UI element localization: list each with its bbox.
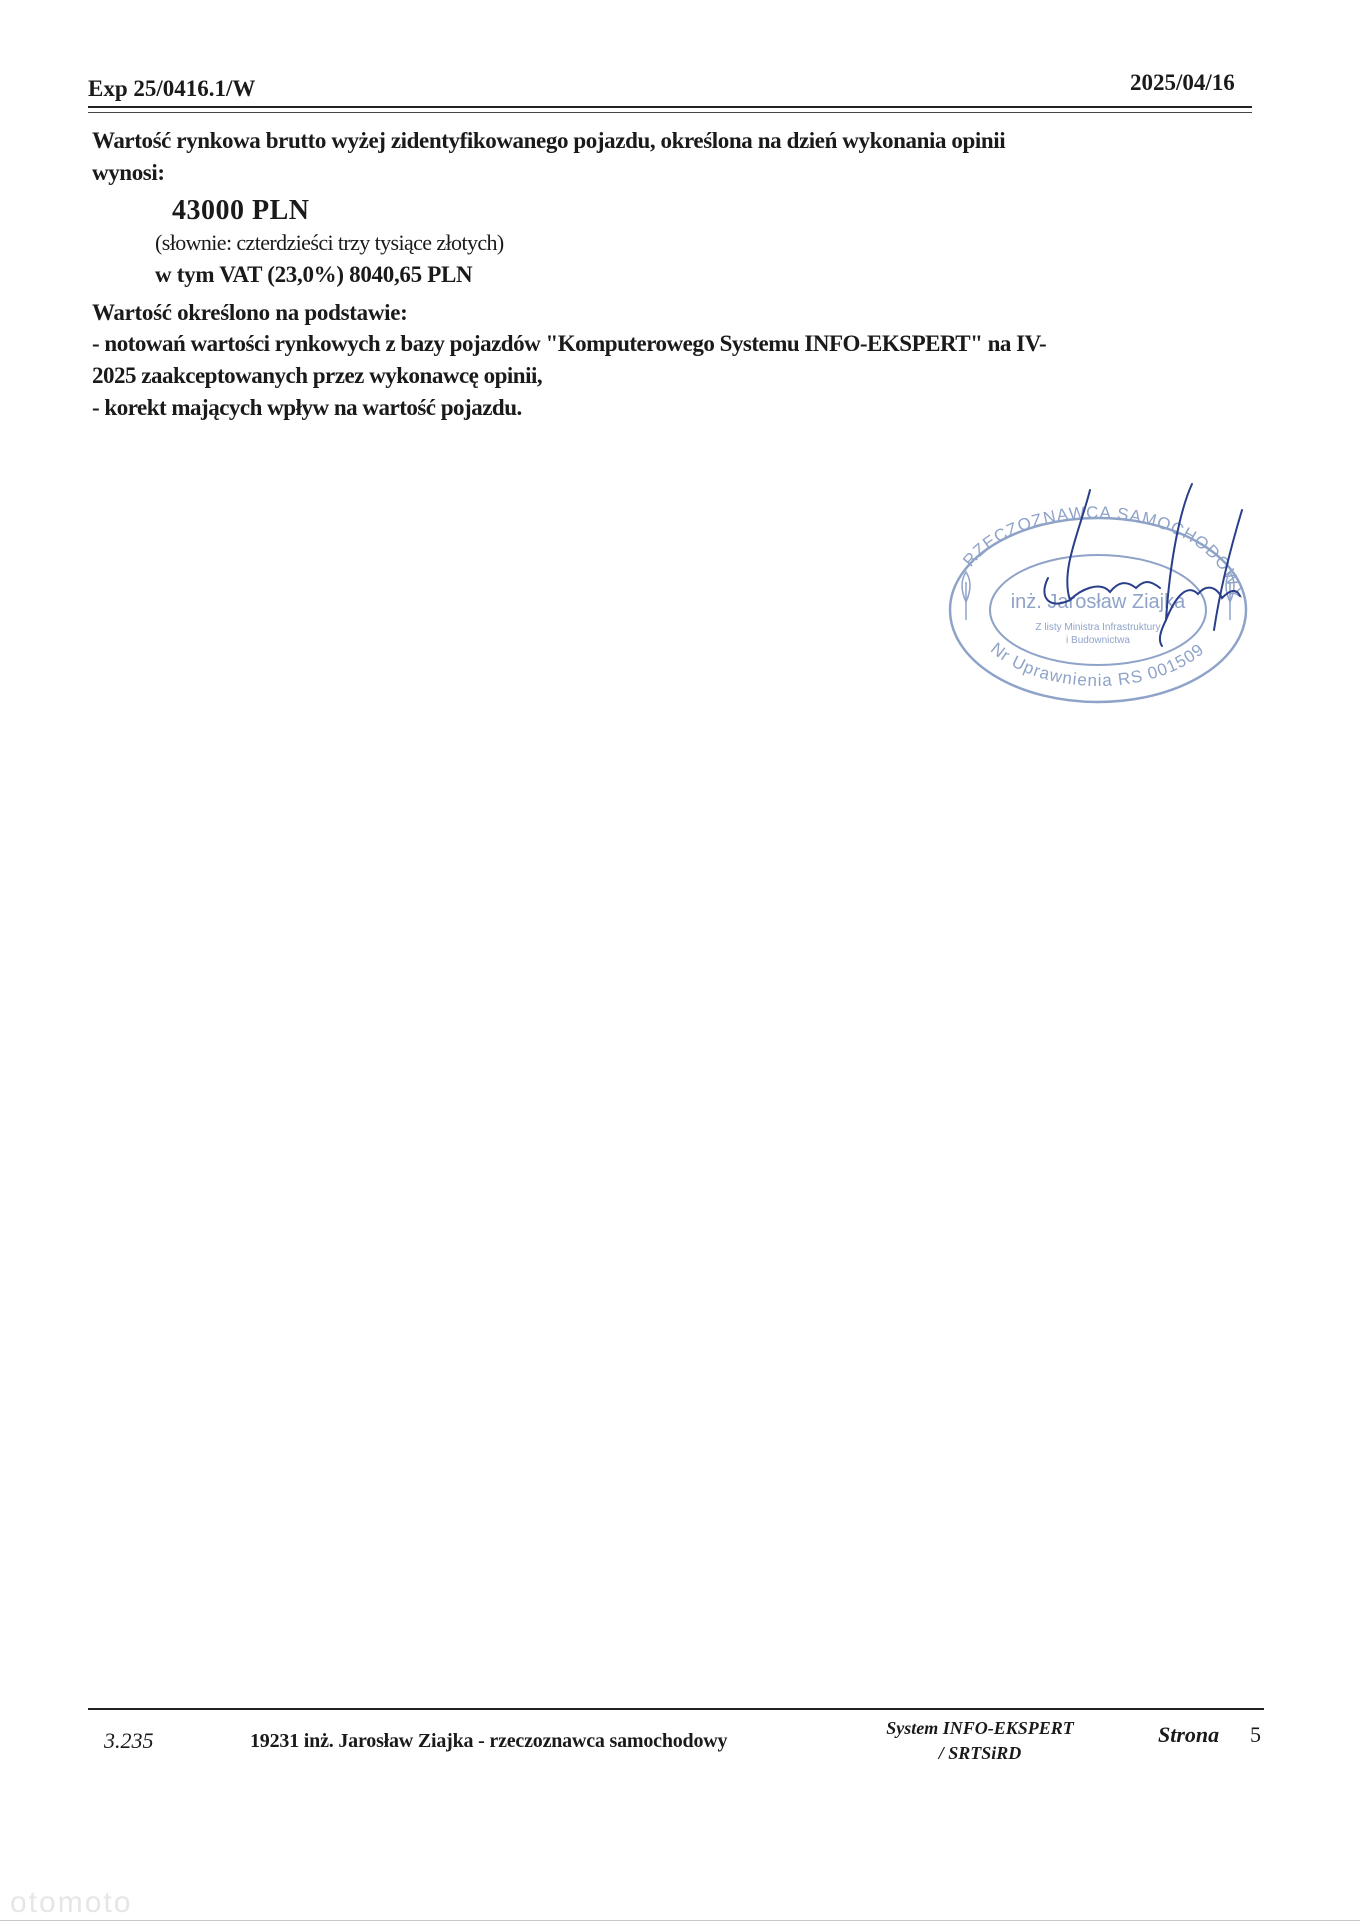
document-date: 2025/04/16 <box>1130 70 1235 95</box>
stamp-graphic <box>930 470 1270 720</box>
footer-code: 3.235 <box>104 1728 154 1753</box>
footer-page-number: 5 <box>1250 1722 1261 1747</box>
basis-heading: Wartość określono na podstawie: <box>92 300 408 325</box>
header-rule-thin <box>88 112 1252 113</box>
basis-item1-line2: 2025 zaakceptowanych przez wykonawcę opinii, <box>92 363 543 388</box>
valuation-vat: w tym VAT (23,0%) 8040,65 PLN <box>155 262 473 287</box>
emblem-left-icon <box>962 572 970 620</box>
scan-bottom-edge <box>0 1920 1360 1921</box>
stamp-and-signature <box>930 470 1270 720</box>
basis-item1-line1: - notowań wartości rynkowych z bazy pojazdów "Komputerowego Systemu INFO-EKSPERT" na IV- <box>92 331 1047 356</box>
stamp-line1: Z listy Ministra Infrastruktury <box>1035 622 1161 633</box>
stamp-ring-bottom: Nr Uprawnienia RS 001509 <box>987 638 1208 691</box>
valuation-intro-line1: Wartość rynkowa brutto wyżej zidentyfikowanego pojazdu, określona na dzień wykonania opinii <box>92 128 1006 153</box>
stamp-ring-top: RZECZOZNAWCA SAMOCHODOWY <box>959 502 1246 601</box>
header-rule-thick <box>88 106 1252 108</box>
document-reference: Exp 25/0416.1/W <box>88 76 256 101</box>
stamp-line2: i Budownictwa <box>1066 635 1130 646</box>
footer-author: 19231 inż. Jarosław Ziajka - rzeczoznawca samochodowy <box>250 1730 728 1752</box>
footer-rule <box>88 1708 1264 1710</box>
footer-system-line1: System INFO-EKSPERT <box>886 1718 1074 1738</box>
watermark: otomoto <box>10 1886 133 1919</box>
valuation-intro-line2: wynosi: <box>92 160 165 185</box>
footer-page-label: Strona <box>1158 1722 1220 1747</box>
valuation-in-words: (słownie: czterdzieści trzy tysiące złotych) <box>155 230 504 255</box>
footer-system-line2: / SRTSiRD <box>938 1743 1022 1763</box>
valuation-amount: 43000 PLN <box>172 195 310 226</box>
basis-item2: - korekt mających wpływ na wartość pojazdu. <box>92 395 522 420</box>
stamp-name: inż. Jarosław Ziajka <box>1010 591 1186 613</box>
footer-system <box>860 1716 1100 1766</box>
